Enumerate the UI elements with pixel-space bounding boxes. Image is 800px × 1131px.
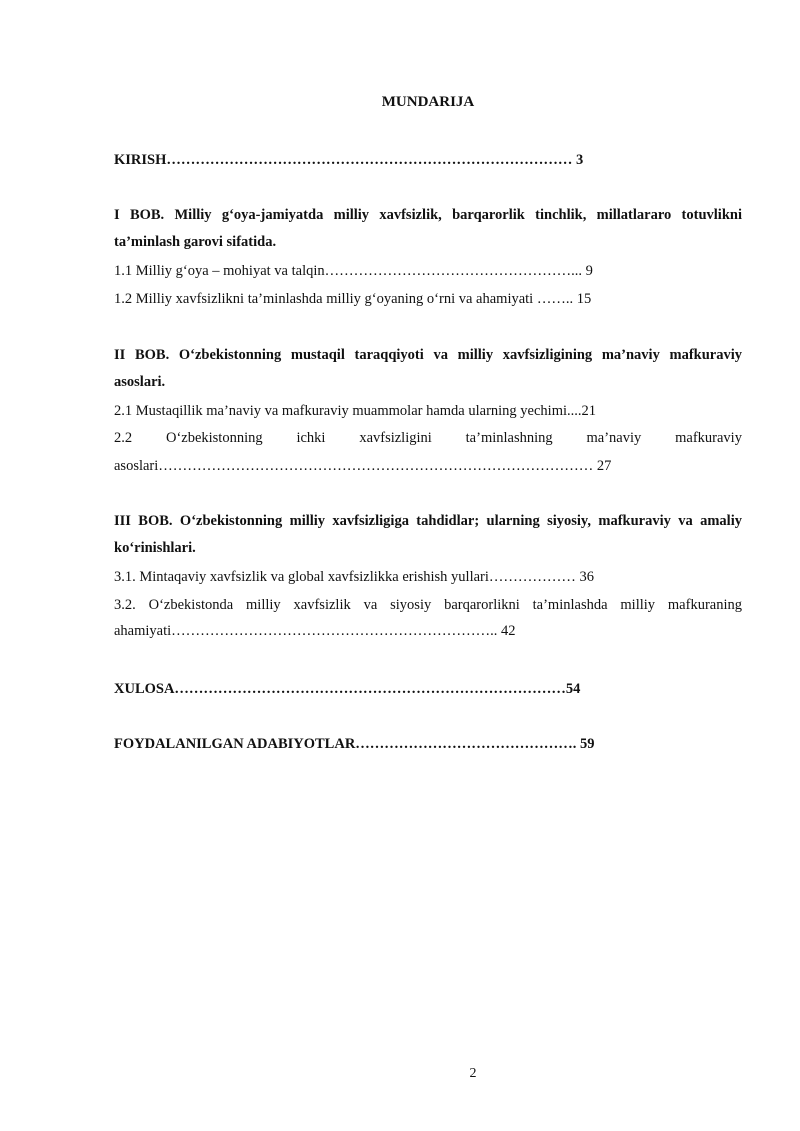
toc-entry-2-2-word: mafkuraviy bbox=[675, 430, 742, 446]
toc-entry-1-2: 1.2 Milliy xavfsizlikni ta’minlashda milliy g‘oyaning o‘rni va ahamiyati …….. 15 bbox=[114, 291, 592, 307]
chapter-2-heading: II BOB. O‘zbekistonning mustaqil taraqqiyoti va milliy xavfsizligining ma’naviy mafkuraviy asoslari. bbox=[114, 347, 742, 390]
toc-entry-references: FOYDALANILGAN ADABIYOTLAR………………………………………. 59 bbox=[114, 736, 595, 752]
toc-entry-2-1: 2.1 Mustaqillik ma’naviy va mafkuraviy muammolar hamda ularning yechimi....21 bbox=[114, 403, 597, 419]
chapter-3-heading: III BOB. O‘zbekistonning milliy xavfsizligiga tahdidlar; ularning siyosiy, mafkuraviy va amaliy ko‘rinishlari. bbox=[114, 513, 742, 556]
toc-entry-conclusion: XULOSA………………………………………………………………………54 bbox=[114, 681, 581, 697]
toc-entry-2-2-word: xavfsizligini bbox=[359, 430, 432, 446]
toc-entry-1-1: 1.1 Milliy g‘oya – mohiyat va talqin……………………………………………... 9 bbox=[114, 263, 593, 279]
document-page bbox=[114, 0, 742, 1131]
toc-entry-2-2 bbox=[114, 425, 742, 451]
page-number: 2 bbox=[469, 1066, 477, 1081]
toc-entry-intro: KIRISH………………………………………………………………………… 3 bbox=[114, 152, 584, 168]
toc-entry-2-2-word: 2.2 bbox=[114, 430, 133, 446]
toc-entry-3-2: 3.2. O‘zbekistonda milliy xavfsizlik va siyosiy barqarorlikni ta’minlashda milliy mafkuraning ahamiyati………………………………………………………….. 42 bbox=[114, 597, 742, 639]
toc-entry-2-2-word: ma’naviy bbox=[586, 430, 642, 446]
chapter-1-heading: I BOB. Milliy g‘oya-jamiyatda milliy xavfsizlik, barqarorlik tinchlik, millatlararo totuvlikni ta’minlash garovi sifatida. bbox=[114, 207, 742, 250]
toc-entry-2-2-word: ta’minlashning bbox=[465, 430, 553, 446]
toc-entry-2-2-continuation: asoslari……………………………………………………………………………… 27 bbox=[114, 458, 612, 474]
toc-entry-2-2-word: O‘zbekistonning bbox=[165, 430, 263, 446]
page-title: MUNDARIJA bbox=[381, 94, 475, 110]
toc-entry-2-2-line bbox=[114, 425, 742, 451]
toc-entry-3-1: 3.1. Mintaqaviy xavfsizlik va global xavfsizlikka erishish yullari……………… 36 bbox=[114, 569, 595, 585]
toc-entry-2-2-word: ichki bbox=[296, 430, 326, 446]
